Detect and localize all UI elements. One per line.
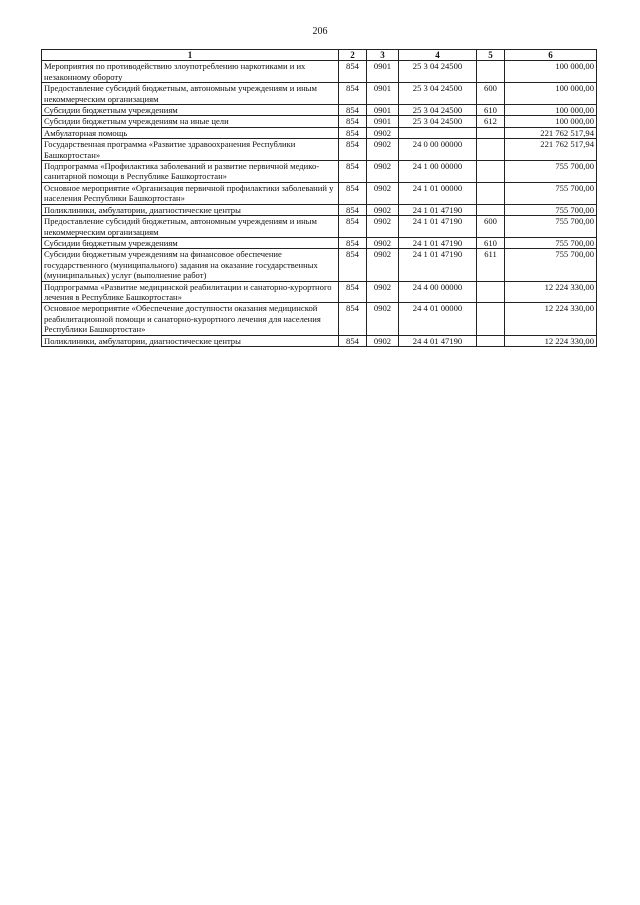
table-row bbox=[42, 61, 597, 83]
column-header: 2 bbox=[339, 50, 367, 61]
admin-code-cell: 854 bbox=[339, 249, 367, 281]
row-name-cell: Основное мероприятие «Обеспечение доступности оказания медицинской реабилитационной помощи и санаторно-курортного лечения для населения Республики Башкортостан» bbox=[42, 303, 339, 335]
admin-code-cell: 854 bbox=[339, 335, 367, 346]
target-article-cell: 24 1 01 47190 bbox=[399, 249, 477, 281]
table-row bbox=[42, 83, 597, 105]
table-row bbox=[42, 303, 597, 335]
page-number: 206 bbox=[312, 26, 328, 37]
expense-type-cell bbox=[477, 182, 505, 204]
target-article-cell: 24 4 01 47190 bbox=[399, 335, 477, 346]
section-code-cell: 0902 bbox=[367, 303, 399, 335]
table-row bbox=[42, 161, 597, 183]
row-name-cell: Амбулаторная помощь bbox=[42, 127, 339, 138]
amount-cell: 755 700,00 bbox=[505, 237, 597, 248]
section-code-cell: 0902 bbox=[367, 249, 399, 281]
column-header: 4 bbox=[399, 50, 477, 61]
table-row bbox=[42, 249, 597, 281]
section-code-cell: 0902 bbox=[367, 139, 399, 161]
table-row bbox=[42, 335, 597, 346]
table-header-row bbox=[42, 50, 597, 61]
table-row bbox=[42, 281, 597, 303]
amount-cell: 100 000,00 bbox=[505, 105, 597, 116]
row-name-cell: Субсидии бюджетным учреждениям bbox=[42, 105, 339, 116]
table-row bbox=[42, 216, 597, 238]
section-code-cell: 0902 bbox=[367, 127, 399, 138]
expense-type-cell: 600 bbox=[477, 216, 505, 238]
column-header: 5 bbox=[477, 50, 505, 61]
target-article-cell: 24 0 00 00000 bbox=[399, 139, 477, 161]
admin-code-cell: 854 bbox=[339, 204, 367, 215]
row-name-cell: Государственная программа «Развитие здравоохранения Республики Башкортостан» bbox=[42, 139, 339, 161]
amount-cell: 12 224 330,00 bbox=[505, 281, 597, 303]
column-header: 1 bbox=[42, 50, 339, 61]
column-header: 6 bbox=[505, 50, 597, 61]
amount-cell: 755 700,00 bbox=[505, 216, 597, 238]
admin-code-cell: 854 bbox=[339, 237, 367, 248]
amount-cell: 12 224 330,00 bbox=[505, 303, 597, 335]
row-name-cell: Предоставление субсидий бюджетным, автономным учреждениям и иным некоммерческим организациям bbox=[42, 216, 339, 238]
section-code-cell: 0901 bbox=[367, 105, 399, 116]
target-article-cell: 24 1 00 00000 bbox=[399, 161, 477, 183]
section-code-cell: 0901 bbox=[367, 61, 399, 83]
target-article-cell: 24 1 01 00000 bbox=[399, 182, 477, 204]
section-code-cell: 0902 bbox=[367, 182, 399, 204]
admin-code-cell: 854 bbox=[339, 303, 367, 335]
admin-code-cell: 854 bbox=[339, 61, 367, 83]
amount-cell: 100 000,00 bbox=[505, 83, 597, 105]
table-row bbox=[42, 237, 597, 248]
section-code-cell: 0902 bbox=[367, 216, 399, 238]
admin-code-cell: 854 bbox=[339, 116, 367, 127]
target-article-cell: 25 3 04 24500 bbox=[399, 105, 477, 116]
expense-type-cell bbox=[477, 204, 505, 215]
target-article-cell: 25 3 04 24500 bbox=[399, 83, 477, 105]
expense-type-cell bbox=[477, 161, 505, 183]
amount-cell: 755 700,00 bbox=[505, 161, 597, 183]
expense-type-cell bbox=[477, 303, 505, 335]
expense-type-cell bbox=[477, 139, 505, 161]
expense-type-cell: 600 bbox=[477, 83, 505, 105]
row-name-cell: Поликлиники, амбулатории, диагностические центры bbox=[42, 335, 339, 346]
expense-type-cell: 611 bbox=[477, 249, 505, 281]
admin-code-cell: 854 bbox=[339, 216, 367, 238]
amount-cell: 221 762 517,94 bbox=[505, 139, 597, 161]
amount-cell: 755 700,00 bbox=[505, 249, 597, 281]
row-name-cell: Предоставление субсидий бюджетным, автономным учреждениям и иным некоммерческим организациям bbox=[42, 83, 339, 105]
row-name-cell: Субсидии бюджетным учреждениям на иные цели bbox=[42, 116, 339, 127]
target-article-cell: 24 4 00 00000 bbox=[399, 281, 477, 303]
expense-type-cell: 612 bbox=[477, 116, 505, 127]
row-name-cell: Субсидии бюджетным учреждениям на финансовое обеспечение государственного (муниципального) задания на оказание государственных (муниципальных) услуг (выполнение работ) bbox=[42, 249, 339, 281]
target-article-cell: 25 3 04 24500 bbox=[399, 116, 477, 127]
row-name-cell: Мероприятия по противодействию злоупотреблению наркотиками и их незаконному обороту bbox=[42, 61, 339, 83]
target-article-cell bbox=[399, 127, 477, 138]
row-name-cell: Подпрограмма «Профилактика заболеваний и развитие первичной медико-санитарной помощи в Республике Башкортостан» bbox=[42, 161, 339, 183]
admin-code-cell: 854 bbox=[339, 139, 367, 161]
amount-cell: 12 224 330,00 bbox=[505, 335, 597, 346]
amount-cell: 100 000,00 bbox=[505, 116, 597, 127]
row-name-cell: Поликлиники, амбулатории, диагностические центры bbox=[42, 204, 339, 215]
table-row bbox=[42, 127, 597, 138]
section-code-cell: 0902 bbox=[367, 161, 399, 183]
row-name-cell: Основное мероприятие «Организация первичной профилактики заболеваний у населения Республики Башкортостан» bbox=[42, 182, 339, 204]
table-row bbox=[42, 116, 597, 127]
admin-code-cell: 854 bbox=[339, 105, 367, 116]
expense-type-cell: 610 bbox=[477, 237, 505, 248]
column-header: 3 bbox=[367, 50, 399, 61]
target-article-cell: 24 1 01 47190 bbox=[399, 237, 477, 248]
table-body bbox=[42, 61, 597, 347]
expense-type-cell bbox=[477, 281, 505, 303]
expense-type-cell bbox=[477, 335, 505, 346]
target-article-cell: 24 1 01 47190 bbox=[399, 204, 477, 215]
amount-cell: 100 000,00 bbox=[505, 61, 597, 83]
section-code-cell: 0902 bbox=[367, 204, 399, 215]
admin-code-cell: 854 bbox=[339, 281, 367, 303]
section-code-cell: 0901 bbox=[367, 116, 399, 127]
table-row bbox=[42, 204, 597, 215]
row-name-cell: Подпрограмма «Развитие медицинской реабилитации и санаторно-курортного лечения в Республике Башкортостан» bbox=[42, 281, 339, 303]
section-code-cell: 0901 bbox=[367, 83, 399, 105]
target-article-cell: 24 1 01 47190 bbox=[399, 216, 477, 238]
admin-code-cell: 854 bbox=[339, 83, 367, 105]
section-code-cell: 0902 bbox=[367, 237, 399, 248]
expense-type-cell bbox=[477, 127, 505, 138]
amount-cell: 755 700,00 bbox=[505, 182, 597, 204]
amount-cell: 755 700,00 bbox=[505, 204, 597, 215]
table-row bbox=[42, 139, 597, 161]
admin-code-cell: 854 bbox=[339, 127, 367, 138]
target-article-cell: 25 3 04 24500 bbox=[399, 61, 477, 83]
admin-code-cell: 854 bbox=[339, 182, 367, 204]
admin-code-cell: 854 bbox=[339, 161, 367, 183]
amount-cell: 221 762 517,94 bbox=[505, 127, 597, 138]
section-code-cell: 0902 bbox=[367, 335, 399, 346]
section-code-cell: 0902 bbox=[367, 281, 399, 303]
table-row bbox=[42, 182, 597, 204]
expense-type-cell: 610 bbox=[477, 105, 505, 116]
expense-type-cell bbox=[477, 61, 505, 83]
budget-table bbox=[41, 49, 597, 347]
table-row bbox=[42, 105, 597, 116]
target-article-cell: 24 4 01 00000 bbox=[399, 303, 477, 335]
row-name-cell: Субсидии бюджетным учреждениям bbox=[42, 237, 339, 248]
